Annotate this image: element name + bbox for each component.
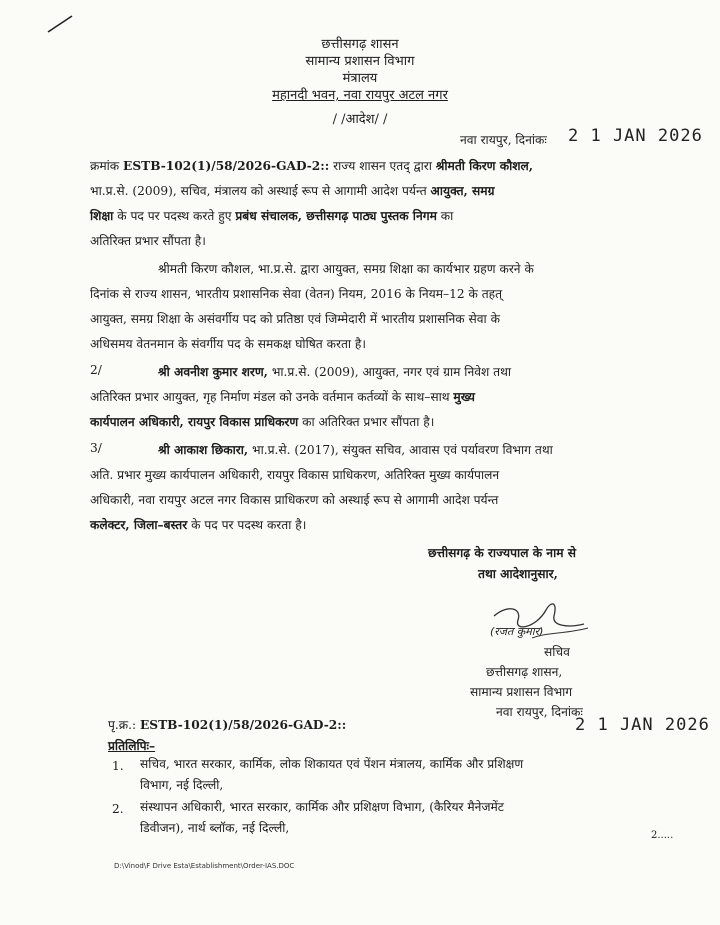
copy-item-1-line-1: सचिव, भारत सरकार, कार्मिक, लोक शिकायत एवं पेंशन मंत्रालय, कार्मिक और प्रशिक्षण [140, 757, 524, 771]
p3-line-3-text: का अतिरिक्त प्रभार सौंपता है। [302, 415, 435, 429]
endorsement-ref [108, 716, 346, 733]
signatory-department: सामान्य प्रशासन विभाग [470, 685, 573, 699]
p4-post-collector: कलेक्टर, जिला–बस्तर [90, 518, 188, 532]
p4-officer-name: श्री आकाश छिकारा, [158, 443, 249, 457]
p1-line-3-end: का [440, 209, 454, 223]
p1-line-3 [90, 207, 453, 224]
p3-number: 2/ [90, 363, 102, 377]
copy-item-2-line-2: डिवीजन), नार्थ ब्लॉक, नई दिल्ली, [140, 821, 290, 835]
signatory-govt: छत्तीसगढ़ शासन, [486, 665, 563, 679]
p2-line-1: श्रीमती किरण कौशल, भा.प्र.से. द्वारा आयुक्त, समग्र शिक्षा का कार्यभार ग्रहण करने के [158, 262, 534, 276]
copy-item-2-line-1: संस्थापन अधिकारी, भारत सरकार, कार्मिक और प्रशिक्षण विभाग, (कैरियर मैनेजमेंट [140, 800, 504, 814]
p2-line-2: दिनांक से राज्य शासन, भारतीय प्रशासनिक सेवा (वेतन) नियम, 2016 के नियम–12 के तहत् [90, 287, 503, 301]
p3-line-1-text: भा.प्र.से. (2009), आयुक्त, नगर एवं ग्राम निवेश तथा [271, 365, 512, 379]
copy-item-1-line-2: विभाग, नई दिल्ली, [140, 778, 224, 792]
order-title: / /आदेश/ / [332, 112, 388, 127]
date-stamp: 2 1 JAN 2026 [568, 126, 703, 146]
header-ministry: मंत्रालय [342, 71, 378, 86]
endorsement-place: नवा रायपुर, दिनांकः [496, 705, 583, 719]
p2-line-3: आयुक्त, समग्र शिक्षा के असंवर्गीय पद को प्रतिष्ठा एवं जिम्मेदारी में भारतीय प्रशासनिक सेवा के [90, 312, 500, 326]
p3-line-2 [90, 388, 475, 405]
p3-line-3 [90, 413, 434, 430]
p1-line-2 [90, 182, 494, 199]
p3-post-start: मुख्य [453, 390, 475, 404]
copy-item-2-number: 2. [112, 802, 124, 816]
p3-officer-name: श्री अवनीश कुमार शरण, [158, 365, 268, 379]
p1-line-3-text: के पद पर पदस्थ करते हुए [117, 209, 232, 223]
p3-line-2-text: अतिरिक्त प्रभार आयुक्त, गृह निर्माण मंडल को उनके वर्तमान कर्तव्यों के साथ–साथ [90, 390, 450, 404]
header-department: सामान्य प्रशासन विभाग [305, 54, 415, 69]
p4-line-1-text: भा.प्र.से. (2017), संयुक्त सचिव, आवास एवं पर्यावरण विभाग तथा [252, 443, 553, 457]
pen-stroke-mark [44, 12, 76, 36]
endorsement-ref-label: पृ.क्र.: [108, 718, 137, 732]
endorsement-date-stamp: 2 1 JAN 2026 [575, 715, 710, 735]
p4-line-3: अधिकारी, नवा रायपुर अटल नगर विकास प्राधिकरण को अस्थाई रूप से आगामी आदेश पर्यन्त [90, 493, 499, 507]
p4-line-4-text: के पद पर पदस्थ करता है। [191, 518, 307, 532]
header-address: महानदी भवन, नवा रायपुर अटल नगर [272, 88, 448, 103]
p1-officer-name: श्रीमती किरण कौशल, [435, 159, 534, 173]
p4-line-2: अति. प्रभार मुख्य कार्यपालन अधिकारी, रायपुर विकास प्राधिकरण, अतिरिक्त मुख्य कार्यपालन [90, 468, 500, 482]
p4-number: 3/ [90, 441, 102, 455]
copy-item-1-number: 1. [112, 759, 124, 773]
p1-post-commissioner: आयुक्त, समग्र [430, 184, 495, 198]
signatory-name: (रजत कुमार) [490, 625, 544, 638]
p3-post-ceo: कार्यपालन अधिकारी, रायपुर विकास प्राधिकरण [90, 415, 299, 429]
p1-intro: राज्य शासन एतद् द्वारा [333, 159, 432, 173]
file-path-footer: D:\Vinod\F Drive Esta\Establishment\Order-IAS.DOC [114, 862, 295, 870]
p3-line-1 [158, 363, 511, 380]
p1-line-4: अतिरिक्त प्रभार सौंपता है। [90, 234, 206, 248]
continued-marker: 2..... [651, 830, 674, 841]
copy-to-label: प्रतिलिपिः– [108, 739, 156, 753]
order-ref-label: क्रमांक [90, 159, 120, 173]
order-ref-line [90, 157, 533, 174]
order-ref-number: ESTB-102(1)/58/2026-GAD-2:: [123, 159, 330, 173]
p2-line-4: अधिसमय वेतनमान के संवर्गीय पद के समकक्ष घोषित करता है। [90, 337, 367, 351]
governor-line-2: तथा आदेशानुसार, [478, 567, 558, 581]
p4-line-1 [158, 441, 553, 458]
p4-line-4 [90, 516, 306, 533]
endorsement-ref-number: ESTB-102(1)/58/2026-GAD-2:: [140, 718, 347, 732]
p1-post-md: प्रबंध संचालक, छत्तीसगढ़ पाठ्य पुस्तक निगम [235, 209, 437, 223]
signatory-designation: सचिव [544, 645, 570, 659]
header-govt: छत्तीसगढ़ शासन [321, 37, 399, 52]
governor-line-1: छत्तीसगढ़ के राज्यपाल के नाम से [428, 546, 576, 560]
dateline-place: नवा रायपुर, दिनांकः [460, 133, 547, 147]
p1-post-education: शिक्षा [90, 209, 114, 223]
p1-line-2-text: भा.प्र.से. (2009), सचिव, मंत्रालय को अस्थाई रूप से आगामी आदेश पर्यन्त [90, 184, 427, 198]
signature-mark [488, 598, 598, 648]
